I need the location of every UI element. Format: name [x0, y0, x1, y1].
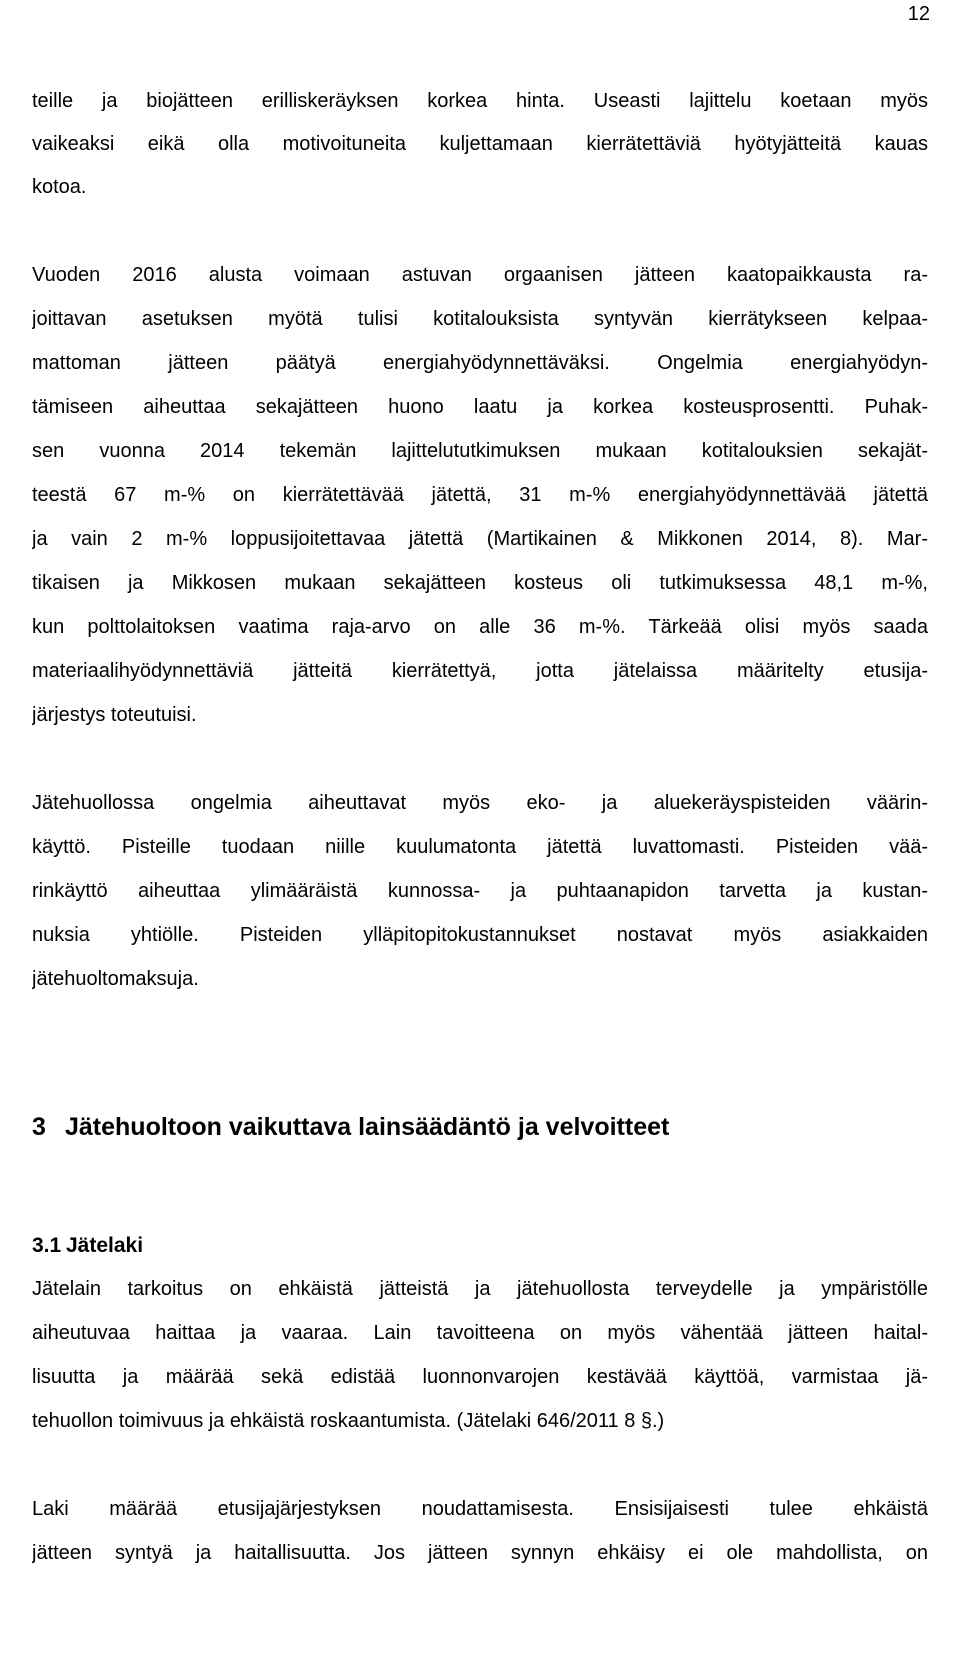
text-line: Jätelain tarkoitus on ehkäistä jätteistä ja jätehuollosta terveydelle ja ympäristölle: [32, 1278, 928, 1300]
text-line: teille ja biojätteen erilliskeräyksen korkea hinta. Useasti lajittelu koetaan myös: [32, 90, 928, 112]
text-line: tämiseen aiheuttaa sekajätteen huono laatu ja korkea kosteusprosentti. Puhak-: [32, 396, 928, 418]
text-line: ja vain 2 m-% loppusijoitettavaa jätettä (Martikainen & Mikkonen 2014, 8). Mar-: [32, 528, 928, 550]
text-line: lisuutta ja määrää sekä edistää luonnonvarojen kestävää käyttöä, varmistaa jä-: [32, 1366, 928, 1388]
text-line: tehuollon toimivuus ja ehkäistä roskaantumista. (Jätelaki 646/2011 8 §.): [32, 1410, 665, 1432]
text-line: aiheutuvaa haittaa ja vaaraa. Lain tavoitteena on myös vähentää jätteen haital-: [32, 1322, 928, 1344]
text-line: nuksia yhtiölle. Pisteiden ylläpitopitokustannukset nostavat myös asiakkaiden: [32, 924, 928, 946]
text-line: järjestys toteutuisi.: [32, 704, 197, 726]
subsection-title: Jätelaki: [66, 1234, 144, 1257]
text-line: käyttö. Pisteille tuodaan niille kuulumatonta jätettä luvattomasti. Pisteiden vää-: [32, 836, 928, 858]
section-number: 3: [32, 1113, 46, 1141]
text-line: Laki määrää etusijajärjestyksen noudattamisesta. Ensisijaisesti tulee ehkäistä: [32, 1498, 928, 1520]
text-line: mattoman jätteen päätyä energiahyödynnettäväksi. Ongelmia energiahyödyn-: [32, 352, 928, 374]
text-line: jätehuoltomaksuja.: [32, 968, 199, 990]
subsection-number: 3.1: [32, 1234, 62, 1257]
text-line: jätteen syntyä ja haitallisuutta. Jos jätteen synnyn ehkäisy ei ole mahdollista, on: [32, 1542, 928, 1564]
page-number: 12: [907, 3, 930, 25]
text-line: kun polttolaitoksen vaatima raja-arvo on alle 36 m-%. Tärkeää olisi myös saada: [32, 616, 928, 638]
text-line: joittavan asetuksen myötä tulisi kotitalouksista syntyvän kierrätykseen kelpaa-: [32, 308, 928, 330]
text-line: Vuoden 2016 alusta voimaan astuvan orgaanisen jätteen kaatopaikkausta ra-: [32, 264, 928, 286]
subsection-heading: [32, 1233, 143, 1259]
text-line: sen vuonna 2014 tekemän lajittelututkimuksen mukaan kotitalouksien sekajät-: [32, 440, 928, 462]
text-line: teestä 67 m-% on kierrätettävää jätettä, 31 m-% energiahyödynnettävää jätettä: [32, 484, 928, 506]
section-title: Jätehuoltoon vaikuttava lainsäädäntö ja velvoitteet: [65, 1113, 670, 1141]
text-line: rinkäyttö aiheuttaa ylimääräistä kunnossa- ja puhtaanapidon tarvetta ja kustan-: [32, 880, 928, 902]
text-line: Jätehuollossa ongelmia aiheuttavat myös eko- ja aluekeräyspisteiden väärin-: [32, 792, 928, 814]
text-line: materiaalihyödynnettäviä jätteitä kierrätettyä, jotta jätelaissa määritelty etusija-: [32, 660, 928, 682]
section-heading: [32, 1112, 669, 1142]
text-line: vaikeaksi eikä olla motivoituneita kuljettamaan kierrätettäviä hyötyjätteitä kauas: [32, 133, 928, 155]
text-line: kotoa.: [32, 176, 87, 198]
text-line: tikaisen ja Mikkosen mukaan sekajätteen kosteus oli tutkimuksessa 48,1 m-%,: [32, 572, 928, 594]
